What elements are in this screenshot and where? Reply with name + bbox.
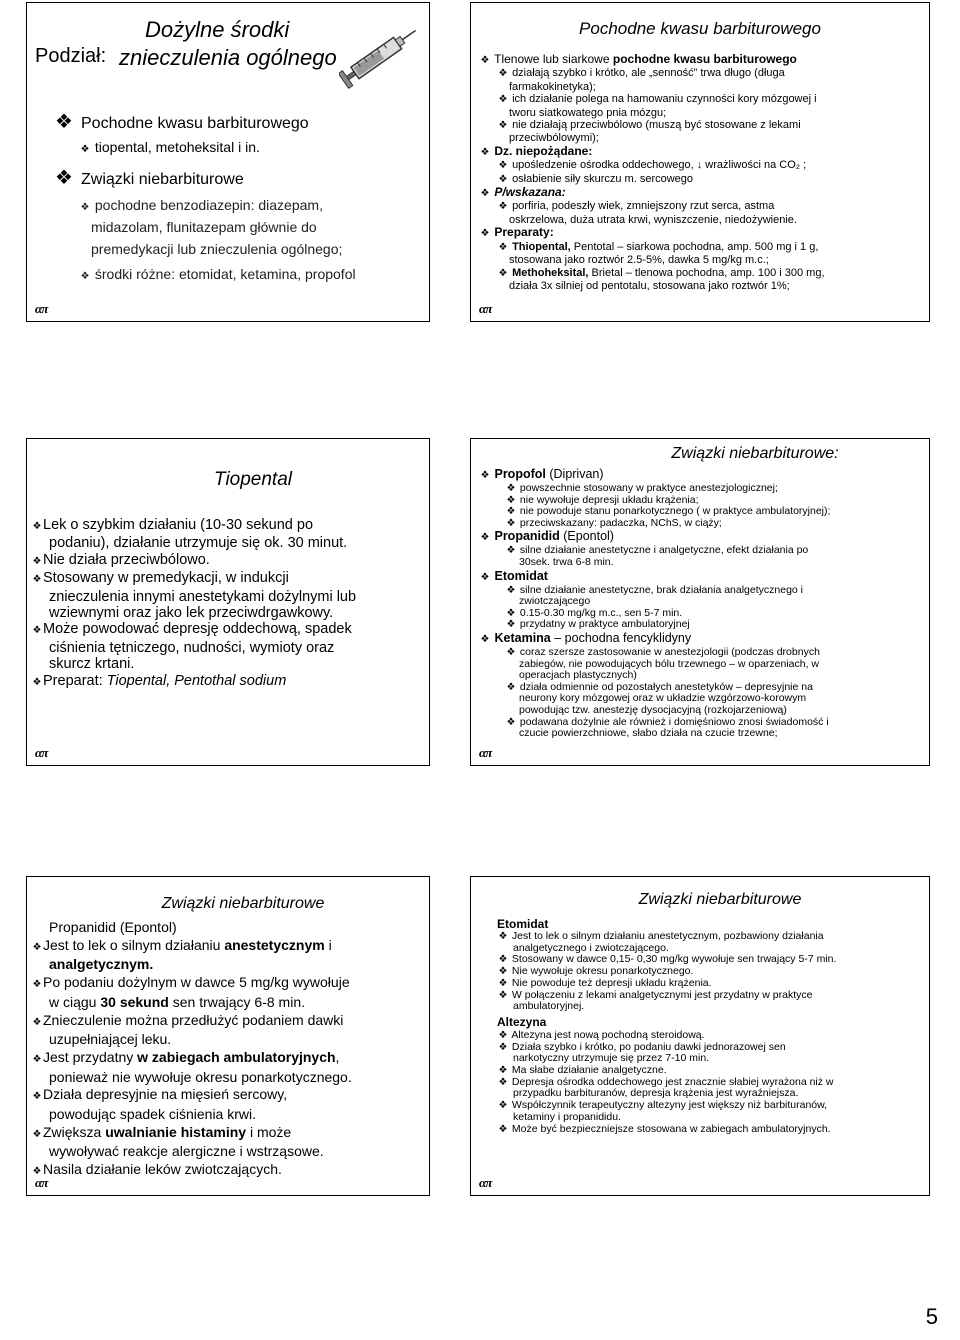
line-propanidid-1-cont: 30sek. trwa 6-8 min.	[519, 555, 614, 568]
line-respiratory: ❖ upośledzenie ośrodka oddechowego, ↓ wrażliwości na CO₂ ;	[498, 159, 807, 172]
slide-4	[470, 438, 930, 766]
diamond-bullet-icon: ❖	[32, 625, 42, 637]
diamond-bullet-icon: ❖	[498, 241, 508, 253]
line-mechanism: ❖ ich działanie polega na hamowaniu czynności kory mózgowej i	[498, 93, 817, 106]
slide-logo: απ	[479, 1175, 492, 1190]
line-a5-cont: ketaminy i propanididu.	[513, 1110, 621, 1123]
diamond-bullet-icon: ❖	[32, 574, 42, 586]
diamond-bullet-icon: ❖	[80, 144, 90, 155]
diamond-bullet-icon: ❖	[32, 555, 42, 567]
diamond-bullet-icon: ❖	[498, 977, 508, 989]
diamond-bullet-icon: ❖	[480, 571, 490, 583]
diamond-bullet-icon: ❖	[480, 146, 490, 158]
diamond-bullet-icon: ❖	[55, 111, 73, 133]
line-a5: ❖ Współczynnik terapeutyczny altezyny jest większy niż barbituranów,	[498, 1099, 828, 1112]
line-used-in: ❖ Stosowany w premedykacji, w indukcji	[31, 570, 356, 588]
line-fast-short: ❖ działają szybko i krótko, ale „senność” trwa długo (długa	[498, 67, 785, 80]
line-ketamine-1-cont: zabiegów, nie powodujących bólu trzewnego – w oparzeniach, w	[519, 657, 820, 670]
line-etomidate: ❖ Etomidat	[480, 568, 548, 583]
slide-logo: απ	[479, 301, 492, 316]
line-prolong: ❖ Znieczulenie można przedłużyć podaniem dawki	[31, 1012, 352, 1032]
diamond-bullet-icon: ❖	[498, 989, 508, 1001]
line-etomidate-3: ❖ przydatny w praktyce ambulatoryjnej	[506, 618, 690, 631]
line-porphyria-cont: oskrzelowa, duża utrata krwi, wyniszczenie, niedożywienie.	[509, 213, 797, 226]
slide-title: Związki niebarbiturowe:	[671, 445, 839, 462]
line-may-cause-cont: ciśnienia tętniczego, nudności, wymioty oraz	[49, 639, 335, 656]
line-propanidid: ❖ Propanidid (Epontol)	[480, 529, 614, 544]
diamond-bullet-icon: ❖	[498, 267, 508, 279]
line-histamine-cont: wywoływać reakcje alergiczne i wstrząsowe.	[49, 1143, 324, 1160]
diamond-bullet-icon: ❖	[32, 1091, 42, 1103]
line-histamine: ❖ Zwiększa uwalnianie histaminy i może	[31, 1124, 352, 1144]
diamond-bullet-icon: ❖	[32, 1053, 42, 1065]
diamond-bullet-icon: ❖	[506, 494, 516, 506]
line-ketamine: ❖ Ketamina – pochodna fencyklidyny	[480, 630, 692, 645]
line-ambulatory: ❖ Jest przydatny w zabiegach ambulatoryjnych,	[31, 1049, 352, 1069]
line-fast-acting-cont: podaniu), działanie utrzymuje się ok. 30 minut.	[49, 535, 348, 552]
line-no-analgesia-cont: przeciwbólowymi);	[509, 132, 599, 145]
slide-body	[479, 467, 830, 740]
line-ambulatory-cont: ponieważ nie wywołuje okresu ponarkotycznego.	[49, 1068, 352, 1085]
line-heart: ❖ Działa depresyjnie na mięsień sercowy,	[31, 1086, 352, 1106]
line-propofol-1: ❖ powszechnie stosowany w praktyce anestezjologicznej;	[506, 482, 778, 494]
line-altezyna-heading: Altezyna	[497, 1014, 547, 1029]
diamond-bullet-icon: ❖	[480, 470, 490, 481]
diamond-bullet-icon: ❖	[506, 646, 516, 658]
line-a4-cont: przypadku barbituranów, depresja krążenia jest wyraźniejsza.	[513, 1087, 799, 1100]
line-e3: ❖ Nie wywołuje okresu ponarkotycznego.	[498, 965, 694, 978]
line-propanidid-heading: Propanidid (Epontol)	[49, 919, 177, 935]
heading-barbiturates: ❖ Pochodne kwasu barbiturowego	[55, 111, 309, 133]
diamond-bullet-icon: ❖	[498, 173, 508, 185]
line-ketamine-2: ❖ działa odmiennie od pozostałych anestetyków – depresyjnie na	[506, 680, 813, 693]
diamond-bullet-icon: ❖	[32, 521, 42, 532]
line-methohexital: ❖ Methoheksital, Brietal – tlenowa pochodna, amp. 100 i 300 mg,	[498, 266, 825, 279]
line-methohexital-cont: działa 3x silniej od pentotalu, stosowana jako roztwór 1%;	[509, 279, 790, 292]
line-fast-short-cont: farmakokinetyka);	[509, 80, 596, 93]
line-e2: ❖ Stosowany w dawce 0,15- 0,30 mg/kg wywołuje sen trwający 5-7 min.	[498, 953, 837, 966]
diamond-bullet-icon: ❖	[498, 1029, 508, 1041]
diamond-bullet-icon: ❖	[506, 716, 516, 728]
slide-title-line2: znieczulenia ogólnego	[119, 45, 337, 70]
slide-body	[31, 919, 352, 1181]
line-prolong-cont: uzupełniającej leku.	[49, 1031, 172, 1048]
line-no-analgesia: ❖ nie działają przeciwbólowo (muszą być stosowane z lekami	[498, 119, 801, 132]
line-etomidate-2: ❖ 0.15-0.30 mg/kg m.c., sen 5-7 min.	[506, 606, 683, 619]
syringe-illustration	[339, 17, 425, 91]
line-used-in-cont: znieczulenia innymi anestetykami dożylnymi lub	[49, 588, 357, 605]
diamond-bullet-icon: ❖	[480, 228, 490, 240]
diamond-bullet-icon: ❖	[498, 120, 508, 132]
line-propofol-4: ❖ przeciwskazany: padaczka, NChS, w ciąży;	[506, 516, 722, 529]
line-e5-cont: ambulatoryjnej.	[513, 1000, 585, 1013]
line-a1: ❖ Altezyna jest nową pochodną steroidową.	[498, 1028, 705, 1041]
line-thiopental-cont: stosowana jako roztwór 2.5-5%, dawka 5 mg/kg m.c.;	[509, 254, 769, 267]
diamond-bullet-icon: ❖	[32, 941, 42, 953]
line-e5: ❖ W połączeniu z lekami analgetycznymi jest przydatny w praktyce	[498, 988, 813, 1001]
line-dose: ❖ Po podaniu dożylnym w dawce 5 mg/kg wywołuje	[31, 974, 352, 994]
diamond-bullet-icon: ❖	[480, 633, 490, 645]
line-ketamine-1: ❖ coraz szersze zastosowanie w anestezjologii (podczas drobnych	[506, 645, 820, 658]
diamond-bullet-icon: ❖	[498, 966, 508, 978]
diamond-bullet-icon: ❖	[498, 160, 508, 172]
benzodiazepines-line: ❖ pochodne benzodiazepin: diazepam,	[80, 197, 323, 213]
line-etomidate-1-cont: zwiotczającego	[519, 595, 591, 608]
slide-logo: απ	[35, 1175, 48, 1190]
benzodiazepines-line2: midazolam, flunitazepam głównie do	[91, 219, 317, 235]
line-may-cause-cont2: skurcz krtani.	[49, 656, 135, 673]
line-etomidate-heading: Etomidat	[497, 917, 549, 931]
line-preparation: ❖ Preparat: Tiopental, Pentothal sodium	[31, 673, 356, 691]
diamond-bullet-icon: ❖	[506, 483, 516, 494]
line-e4: ❖ Nie powoduje też depresji układu krążenia.	[498, 976, 712, 989]
line-fast-acting: ❖ Lek o szybkim działaniu (10-30 sekund po	[31, 517, 356, 535]
slide-title: Związki niebarbiturowe	[161, 895, 325, 912]
diamond-bullet-icon: ❖	[480, 188, 490, 200]
line-may-cause: ❖ Może powodować depresję oddechową, spadek	[31, 621, 356, 639]
line-thiopental: ❖ Thiopental, Pentotal – siarkowa pochodna, amp. 500 mg i 1 g,	[498, 240, 819, 253]
slide-3	[26, 438, 430, 766]
diamond-bullet-icon: ❖	[506, 619, 516, 631]
diamond-bullet-icon: ❖	[55, 167, 73, 189]
line-dose-cont: w ciągu 30 sekund sen trwający 6-8 min.	[49, 993, 306, 1010]
diamond-bullet-icon: ❖	[80, 202, 90, 213]
diamond-bullet-icon: ❖	[32, 979, 42, 991]
diamond-bullet-icon: ❖	[506, 506, 516, 518]
slide-logo: απ	[479, 745, 492, 760]
line-strong-action-cont: analgetycznym.	[49, 956, 154, 973]
line-mechanism-cont: tworu siatkowatego pnia mózgu;	[509, 106, 667, 119]
line-no-analgesia: ❖ Nie działa przeciwbólowo.	[31, 552, 356, 570]
line-used-in-cont2: wziewnymi oraz jako lek przeciwdrgawkowy.	[49, 605, 334, 622]
line-preparations: ❖ Preparaty:	[480, 225, 554, 240]
diamond-bullet-icon: ❖	[32, 1166, 42, 1178]
diamond-bullet-icon: ❖	[480, 532, 490, 544]
slide-body	[31, 517, 356, 691]
diamond-bullet-icon: ❖	[32, 676, 42, 688]
line-a6: ❖ Może być bezpieczniejsze stosowana w zabiegach ambulatoryjnych.	[498, 1122, 831, 1135]
line-e1-cont: analgetycznego i zwiotczającego.	[513, 941, 669, 954]
line-relaxants: ❖ Nasila działanie leków zwiotczających.	[31, 1161, 352, 1181]
diamond-bullet-icon: ❖	[32, 1016, 42, 1028]
line-oxygen-sulfur: ❖ Tlenowe lub siarkowe pochodne kwasu barbiturowego	[480, 52, 797, 66]
barbiturates-examples: ❖ tiopental, metoheksital i in.	[80, 139, 260, 155]
benzodiazepines-line3: premedykacji lub znieczulenia ogólnego;	[91, 241, 343, 257]
line-contraindications: ❖ P/wskazana:	[480, 185, 566, 200]
other-agents-line: ❖ środki różne: etomidat, ketamina, propofol	[80, 266, 356, 282]
slide-5	[26, 876, 430, 1196]
slide-title-line1: Dożylne środki	[145, 17, 290, 42]
diamond-bullet-icon: ❖	[498, 68, 508, 80]
diamond-bullet-icon: ❖	[506, 517, 516, 529]
diamond-bullet-icon: ❖	[506, 607, 516, 619]
slide-6	[470, 876, 930, 1196]
diamond-bullet-icon: ❖	[498, 1076, 508, 1088]
line-a3: ❖ Ma słabe działanie analgetyczne.	[498, 1064, 667, 1077]
line-ketamine-2-cont2: powodując tzw. anestezję dysocjacyjną (rozkojarzeniową)	[519, 703, 787, 716]
slide-2	[470, 2, 930, 322]
diamond-bullet-icon: ❖	[498, 1065, 508, 1077]
line-cardiac: ❖ osłabienie siły skurczu m. sercowego	[498, 172, 694, 185]
diamond-bullet-icon: ❖	[498, 931, 508, 942]
slide-title: Pochodne kwasu barbiturowego	[579, 19, 821, 38]
line-a4: ❖ Depresja ośrodka oddechowego jest znacznie słabiej wyrażona niż w	[498, 1075, 834, 1088]
line-e1: ❖ Jest to lek o silnym działaniu anestetycznym, pozbawiony działania	[498, 930, 824, 942]
diamond-bullet-icon: ❖	[480, 55, 490, 66]
diamond-bullet-icon: ❖	[498, 1041, 508, 1053]
line-etomidate-1: ❖ silne działanie anestetyczne, brak działania analgetycznego i	[506, 583, 804, 596]
line-ketamine-3-cont: czucie powierzchniowe, słabo działa na czucie trzewne;	[519, 727, 778, 740]
diamond-bullet-icon: ❖	[506, 584, 516, 596]
diamond-bullet-icon: ❖	[32, 1128, 42, 1140]
line-ketamine-2-cont: neurony kory mózgowej oraz w układzie wzgórzowo-korowym	[519, 692, 807, 705]
heading-non-barbiturates: ❖ Związki niebarbiturowe	[55, 167, 244, 189]
slide-logo: απ	[35, 745, 48, 760]
slide-title: Tiopental	[214, 469, 292, 490]
diamond-bullet-icon: ❖	[498, 201, 508, 213]
line-ketamine-3: ❖ podawana dożylnie ale również i domięśniowo znosi świadomość i	[506, 715, 829, 728]
slide-logo: απ	[35, 301, 48, 316]
page-number: 5	[925, 1304, 938, 1329]
slide-title: Związki niebarbiturowe	[638, 891, 802, 908]
line-ketamine-1-cont2: operacjach plastycznych)	[519, 669, 637, 682]
slide-1	[26, 2, 430, 322]
diamond-bullet-icon: ❖	[506, 545, 516, 557]
diamond-bullet-icon: ❖	[498, 1100, 508, 1112]
line-a2-cont: narkotyczny utrzymuje się przez 7-10 min.	[513, 1052, 710, 1065]
line-side-effects: ❖ Dz. niepożądane:	[480, 143, 593, 158]
line-propanidid-1: ❖ silne działanie anestetyczne i analgetyczne, efekt działania po	[506, 544, 809, 557]
line-propofol: ❖ Propofol (Diprivan)	[480, 467, 604, 481]
slide-body	[497, 917, 836, 1135]
diamond-bullet-icon: ❖	[506, 681, 516, 693]
diamond-bullet-icon: ❖	[498, 954, 508, 966]
line-propofol-2: ❖ nie wywołuje depresji układu krążenia;	[506, 493, 699, 506]
line-a2: ❖ Działa szybko i krótko, po podaniu dawki jednorazowej sen	[498, 1040, 786, 1053]
diamond-bullet-icon: ❖	[80, 271, 90, 282]
line-propofol-3: ❖ nie powoduje stanu ponarkotycznego ( w praktyce ambulatoryjnej);	[506, 505, 831, 518]
line-heart-cont: powodując spadek ciśnienia krwi.	[49, 1106, 256, 1123]
podzial-label: Podział:	[35, 45, 107, 67]
line-strong-action: ❖ Jest to lek o silnym działaniu anestetycznym i	[31, 937, 352, 957]
diamond-bullet-icon: ❖	[498, 1123, 508, 1135]
diamond-bullet-icon: ❖	[498, 94, 508, 106]
slide-body	[479, 53, 825, 292]
line-porphyria: ❖ porfiria, podeszły wiek, zmniejszony rzut serca, astma	[498, 200, 775, 213]
